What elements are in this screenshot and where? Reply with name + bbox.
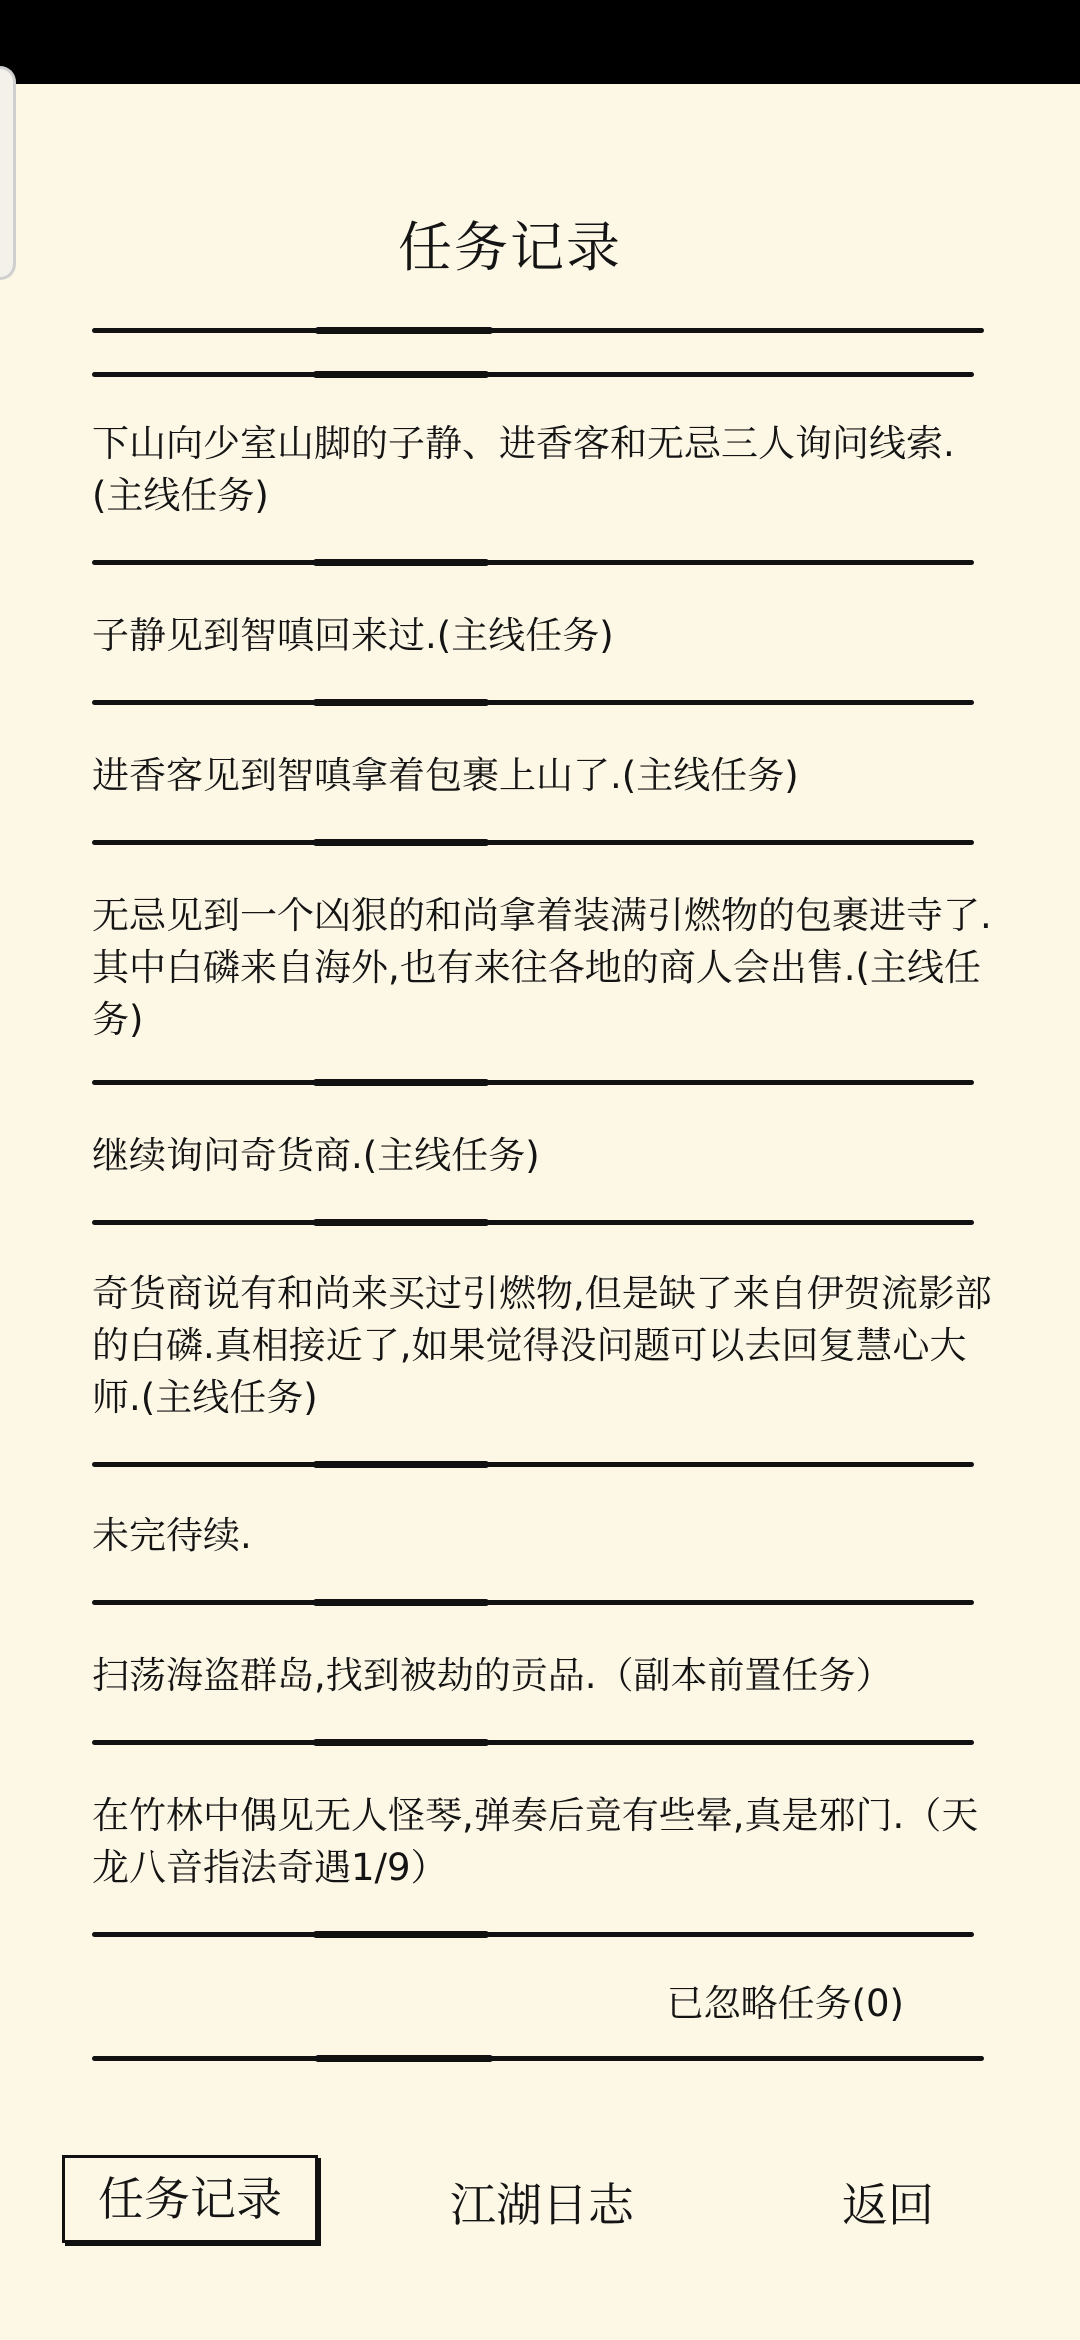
task-item[interactable]: 继续询问奇货商.(主线任务)	[92, 1134, 540, 1177]
divider	[92, 1462, 974, 1467]
status-bar	[0, 0, 1080, 84]
bottom-nav	[0, 2150, 1080, 2260]
page-title: 任务记录	[398, 216, 622, 279]
task-item[interactable]: 无忌见到一个凶狠的和尚拿着装满引燃物的包裹进寺了.其中白磷来自海外,也有来往各地的商人会出售.(主线任务)	[92, 894, 992, 1041]
tab-jianghu-log[interactable]: 江湖日志	[450, 2178, 634, 2232]
divider	[92, 1600, 974, 1605]
ignored-tasks-link[interactable]: 已忽略任务(0)	[666, 1982, 904, 2025]
task-item[interactable]: 扫荡海盗群岛,找到被劫的贡品.（副本前置任务）	[92, 1654, 893, 1697]
divider	[92, 1080, 974, 1085]
divider	[92, 560, 974, 565]
task-item[interactable]: 奇货商说有和尚来买过引燃物,但是缺了来自伊贺流影部的白磷.真相接近了,如果觉得没问题可以去回复慧心大师.(主线任务)	[92, 1272, 992, 1419]
divider	[92, 2056, 984, 2061]
tab-task-log[interactable]: 任务记录	[62, 2155, 318, 2243]
divider	[92, 700, 974, 705]
task-item[interactable]: 未完待续.	[92, 1514, 252, 1557]
divider	[92, 1740, 974, 1745]
divider	[92, 328, 984, 333]
task-item[interactable]: 子静见到智嗔回来过.(主线任务)	[92, 614, 614, 657]
task-item[interactable]: 进香客见到智嗔拿着包裹上山了.(主线任务)	[92, 754, 799, 797]
divider	[92, 840, 974, 845]
divider	[92, 1220, 974, 1225]
divider	[92, 372, 974, 377]
divider	[92, 1932, 974, 1937]
task-item[interactable]: 在竹林中偶见无人怪琴,弹奏后竟有些晕,真是邪门.（天龙八音指法奇遇1/9）	[92, 1794, 979, 1889]
back-button[interactable]: 返回	[842, 2178, 934, 2232]
task-item[interactable]: 下山向少室山脚的子静、进香客和无忌三人询问线索.(主线任务)	[92, 422, 955, 517]
